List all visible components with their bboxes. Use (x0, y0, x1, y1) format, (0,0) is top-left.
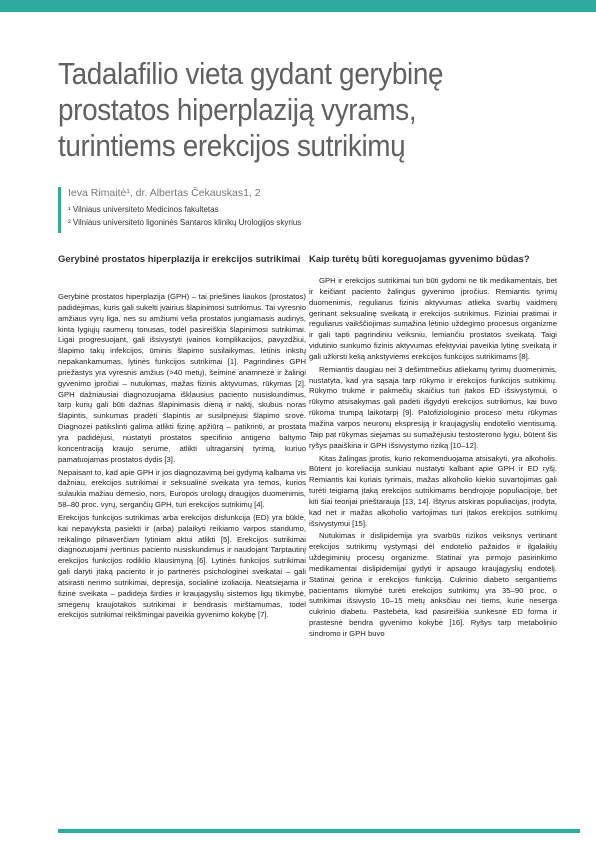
author-accent-bar (58, 187, 61, 233)
paragraph: Nutukimas ir dislipidemija yra svarbūs rizikos veiksnys vertinant erekcijos sutrikimų vystymąsi dėl endotelio pažaidos ir ilgalaikių uždegiminių procesų organizme. Statinai yra pirmojo pasirinkimo medikamentai dislipidemijai gydyti ir apsaugo kraujagyslių endotelį. Statinai gerina ir erekcijos funkciją. Cukrinio diabeto sergantiems pacientams tikimybė turėti erekcijos sutrikimų yra 35–90 proc, o sutrikimai išsivysto 10–15 metų anksčiau nei tiems, kurie neserga cukrinio diabetu. Pastebėta, kad pasireiškia sunkesnė ED forma ir prastesnė bendra gyvenimo kokybė [16]. Ryšys tarp metabolinio sindromo ir GPH buvo (309, 531, 557, 638)
top-accent-bar (0, 0, 596, 12)
right-column (309, 254, 557, 640)
paragraph: Nepaisant to, kad apie GPH ir jos diagnozavimą bei gydymą kalbama vis dažniau, erekcijos sutrikimai ir seksualinė sveikata yra temos, kurios sulaukia mažiau dėmesio, nors, Europos urologų draugijos duomenimis, 58–80 proc. vyrų, sergančių GPH, turi erekcijos sutrikimų [4]. (58, 467, 306, 510)
author-block (58, 187, 558, 233)
bottom-accent-rule (58, 829, 580, 833)
title-line: prostatos hiperplaziją vyrams, (58, 92, 417, 127)
affiliation: ¹ Vilniaus universiteto Medicinos fakultetas (68, 205, 219, 214)
section-heading: Kaip turėtų būti koreguojamas gyvenimo būdas? (309, 254, 530, 265)
paragraph: Remiantis daugiau nei 3 dešimtmečius atliekamų tyrimų duomenimis, nustatyta, kad yra sąsaja tarp rūkymo ir erekcijos funkcijos sutrikimų. Rūkymo trukmė ir pakmečių skaičius turi įtakos ED išsivystymui, o rūkymo atsisakymas gali padėti išgydyti erekcijos sutrikimus, kai buvo rūkoma trumpą laikotarpį [9]. Patofiziologinio proceso metu rūkymas mažina varpos neuronų ekspresiją ir kraujagyslių endotelio vientisumą. Taip pat rūkymas siejamas su sumažėjusiu testosterono lygiu, būtent šis ryšys paaiškina ir GPH išsivystymo riziką [10–12]. (309, 364, 557, 450)
affiliation: ² Vilniaus universiteto ligoninės Santaros klinikų Urologijos skyrius (68, 218, 302, 227)
authors: Ieva Rimaitė¹, dr. Albertas Čekauskas1, 2 (68, 187, 261, 199)
left-column (58, 254, 306, 621)
section-heading: Gerybinė prostatos hiperplazija ir erekcijos sutrikimai (58, 254, 301, 265)
paragraph: GPH ir erekcijos sutrikimai turi būti gydomi ne tik medikamentais, bet ir keičiant paciento žalingus gyvenimo įpročius. Remiantis tyrimų duomenimis, reguliarus fizinis aktyvumas atlieka svarbų vaidmenį gerinant seksualinę sveikatą ir erekcijos sutrikimus. Fiziniai pratimai ir reguliarus vaikščiojimas sumažina lėtinio uždegimo procesus organizme ir gali tapti pagrindiniu veiksniu, lemiančiu prostatos sveikatą. Taigi vidutinio sunkumo fizinis aktyvumas efektyviai paveikia lytinę sveikatą ir gali užkirsti kelią ankstyviems erekcijos funkcijos sutrikimams [8]. (309, 276, 557, 361)
article-title (58, 56, 508, 164)
paragraph: Erekcijos funkcijos sutrikimas arba erekcijos disfunkcija (ED) yra būklė, kai nepavyksta pasiekti ir (arba) palaikyti reikiamo varpos standumo, reikalingo pilnaverčiam lytiniam aktui atlikti [5]. Erekcijos sutrikimai diagnozuojami įvertinus paciento nusiskundimus ir naudojant Tarptautinį erekcijos funkcijos rodiklio klausimyną [6]. Lytinės funkcijos sutrikimai gali daryti įtaką paciento ir jo partnerės psichologinei sveikatai – gali atsirasti nerimo sutrikimai, depresija, socialinė izoliacija. Neatsiejama ir fizinė sveikata – padidėja širdies ir kraujagyslių sistemos ligų tikimybė, smegenų kraujotakos sutrikimai ir bendrasis mirštamumas, todėl erekcijos sutrikimai reikšmingai paveikia gyvenimo kokybę [7]. (58, 512, 306, 620)
paragraph: Gerybinė prostatos hiperplazija (GPH) – tai priešinės liaukos (prostatos) padidėjimas, kuris gali sukelti įvairius šlapinimosi sutrikimus. Tai vyresnio amžiaus vyrų liga, nes su amžiumi veša prostatos jungiamasis audinys, kinta lygiųjų raumenų tonusas, todėl pasireiškia šlapinimosi sutrikimai. Ligai progresuojant, gali išsivystyti įvairios komplikacijos, pavyzdžiui, šlapimo takų infekcijos, ūminis šlapimo susilaikymas, lėtinis inkstų nepakankamumas, lytinės funkcijos sutrikimai [1]. Pagrindinės GPH priežastys yra vyresnis amžius (>40 metų), šeiminė anamnezė ir žalingi gyvenimo įpročiai – nutukimas, mažas fizinis aktyvumas, rūkymas [2]. GPH dažniausiai diagnozuojama išklausius paciento nusiskundimus, tarp kurių gali būti dažnas šlapinimasis dieną ir naktį, skubus noras šlapintis, sunkumas pradėti šlapintis ar susilpnėjusi šlapimo srovė. Diagnozei patikslinti galima atlikti fizinę apžiūrą – patikrinti, ar prostata yra padidėjusi, nustatyti prostatos specifinio antigeno baltymo koncentraciją kraujo serume, atlikti ultragarsinį tyrimą, kuriuo pamatuojamas prostatos dydis [3]. (58, 292, 306, 464)
paragraph: Kitas žalingas įprotis, kurio rekomenduojama atsisakyti, yra alkoholis. Būtent jo koreliacija sunkiau nustatyti kalbant apie GPH ir ED ryšį. Remiantis kai kuriais tyrimais, mažas alkoholio kiekio suvartojimas gali turėti teigiamą įtaką erekcijos sutrikimams bendrojoje populiacijoje, bet kiti šiai teorijai prieštarauja [13, 14]. Ištyrus atskiras populiacijas, įrodyta, kad net ir mažas alkoholio vartojimas turi įtakos erekcijos sutrikimų išsivystymui [15]. (309, 453, 557, 528)
title-line: Tadalafilio vieta gydant gerybinę (58, 56, 444, 91)
title-line: turintiems erekcijos sutrikimų (58, 128, 406, 163)
